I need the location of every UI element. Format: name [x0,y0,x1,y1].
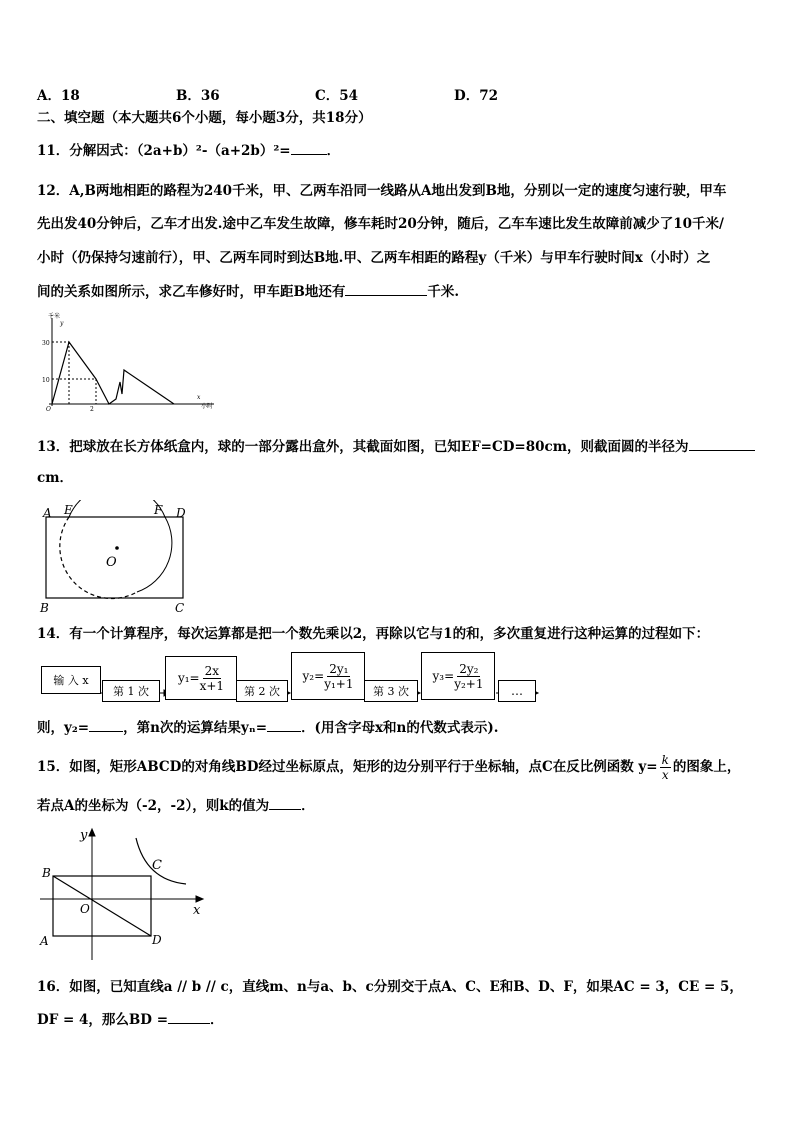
q16-line-1: 16．如图，已知直线a // b // c，直线m、n与a、b、c分别交于点A、C、E和B、D、F，如果AC = 3，CE = 5， [37,979,743,995]
q12-x-tick: 2 [90,406,94,413]
q15-label-a: A [40,934,49,948]
q14-answer-blank-1[interactable] [89,717,123,732]
q14-step-3: 第 3 次 [364,680,418,702]
q12-line-4-text: 间的关系如图所示，求乙车修好时，甲车距B地还有 [37,284,346,300]
q14-box-3 [421,652,495,700]
q14-box-1-den: x+1 [199,678,225,693]
q13-box-ball-figure [36,500,196,618]
option-a: A．18 [37,88,80,104]
q12-distance-time-graph [36,312,226,420]
q16-answer-blank[interactable] [168,1009,210,1024]
q13-label-a: A [43,506,52,520]
q13-line-1-text: 13．把球放在长方体纸盒内，球的一部分露出盒外，其截面如图，已知EF=CD=80cm，则截面圆的半径为 [37,439,689,455]
q13-circle-dashed [60,517,137,599]
q15-answer-blank[interactable] [269,795,301,810]
q14-line-2a: 则，y₂= [37,720,90,736]
q15-label-y: y [80,828,88,843]
q14-input-box: 输 入 x [41,666,101,694]
q15-frac-den: x [661,767,669,782]
q13-label-c: C [175,601,185,615]
q12-line-4-tail: 千米. [427,284,460,300]
q13-label-b: B [40,601,49,615]
q13-center-point [115,546,119,550]
q14-box-3-num: 2y₂ [459,661,479,676]
q13-label-d: D [176,506,186,520]
q15-line-2 [37,795,315,816]
q12-graph-line [52,342,174,404]
q12-line-2: 先出发40分钟后，乙车才出发.途中乙车发生故障，修车耗时20分钟，随后，乙车车速比发生故障前减少了10千米/ [37,216,724,232]
q14-step-2: 第 2 次 [236,680,288,702]
q15-label-c: C [152,858,162,873]
q14-box-2 [291,652,365,700]
q16-line-2 [37,1009,224,1030]
q12-y-tick-2: 10 [42,377,50,384]
q15-diagonal-bd [53,876,151,936]
q15-line-1a: 15．如图，矩形ABCD的对角线BD经过坐标原点，矩形的边分别平行于坐标轴，点C在反比例函数 y= [37,759,658,775]
q11-answer-blank[interactable] [291,140,327,155]
q13-label-o: O [106,555,117,570]
q15-frac-num: k [661,752,669,767]
q15-line-2-text: 若点A的坐标为（-2，-2），则k的值为 [37,798,270,814]
q12-x-var: x [197,394,201,401]
q14-box-2-lhs: y₂= [302,669,325,683]
q14-line-2c: ．(用含字母x和n的代数式表示). [301,720,499,736]
q12-line-3: 小时（仍保持匀速前行），甲、乙两车同时到达B地.甲、乙两车相距的路程y（千米）与甲车行驶时间x（小时）之 [37,250,711,266]
q12-answer-blank[interactable] [345,281,427,296]
q14-box-1-num: 2x [204,663,220,678]
question-11 [37,140,340,161]
q14-line-2 [37,717,498,738]
q16-line-2-tail: ． [210,1012,224,1028]
q12-line-4 [37,281,459,302]
q11-text: 11．分解因式：（2a+b）²-（a+2b）²= [37,143,291,159]
q14-box-2-num: 2y₁ [329,661,349,676]
q14-box-1 [165,656,237,700]
q14-answer-blank-2[interactable] [267,717,301,732]
q15-label-b: B [42,866,51,880]
q12-x-unit: 小时 [201,403,214,410]
q15-line-2-tail: ． [301,798,315,814]
q15-label-d: D [152,933,162,947]
q15-label-o: O [80,902,90,916]
q13-label-e: E [64,503,73,517]
q15-line-1b: 的图象上， [672,759,741,775]
section-header: 二、填空题（本大题共6个小题，每小题3分，共18分） [37,110,372,126]
option-d: D．72 [454,88,498,104]
q12-y-var: y [60,320,64,327]
q14-box-3-den: y₂+1 [454,676,484,691]
option-b: B．36 [176,88,220,104]
q11-tail: ． [326,143,341,159]
q13-label-f: F [154,503,163,517]
q12-y-tick-1: 30 [42,340,50,347]
q14-box-1-lhs: y₁= [177,671,200,685]
q12-origin: O [46,406,51,413]
q14-box-2-den: y₁+1 [324,676,354,691]
q14-line-1: 14．有一个计算程序，每次运算都是把一个数先乘以2，再除以它与1的和，多次重复进行这种运算的过程如下： [37,626,710,642]
q16-line-2-text: DF = 4，那么BD = [37,1012,169,1028]
q14-step-1: 第 1 次 [102,680,160,702]
q12-line-1: 12．A,B两地相距的路程为240千米，甲、乙两车沿同一线路从A地出发到B地，分别以一定的速度匀速行驶，甲车 [37,183,727,199]
option-c: C．54 [315,88,359,104]
q12-y-unit: 千米 [48,313,61,320]
q15-label-x: x [193,903,201,918]
q15-line-1 [37,752,740,782]
q14-ellipsis-box: … [498,680,536,702]
q13-line-2: cm． [37,470,74,486]
q13-line-1 [37,436,755,457]
q14-box-3-lhs: y₃= [432,669,455,683]
q15-coordinate-figure [36,826,208,960]
q14-flowchart [36,650,541,708]
q13-answer-blank[interactable] [689,436,755,451]
q14-line-2b: ，第n次的运算结果yₙ= [123,720,268,736]
